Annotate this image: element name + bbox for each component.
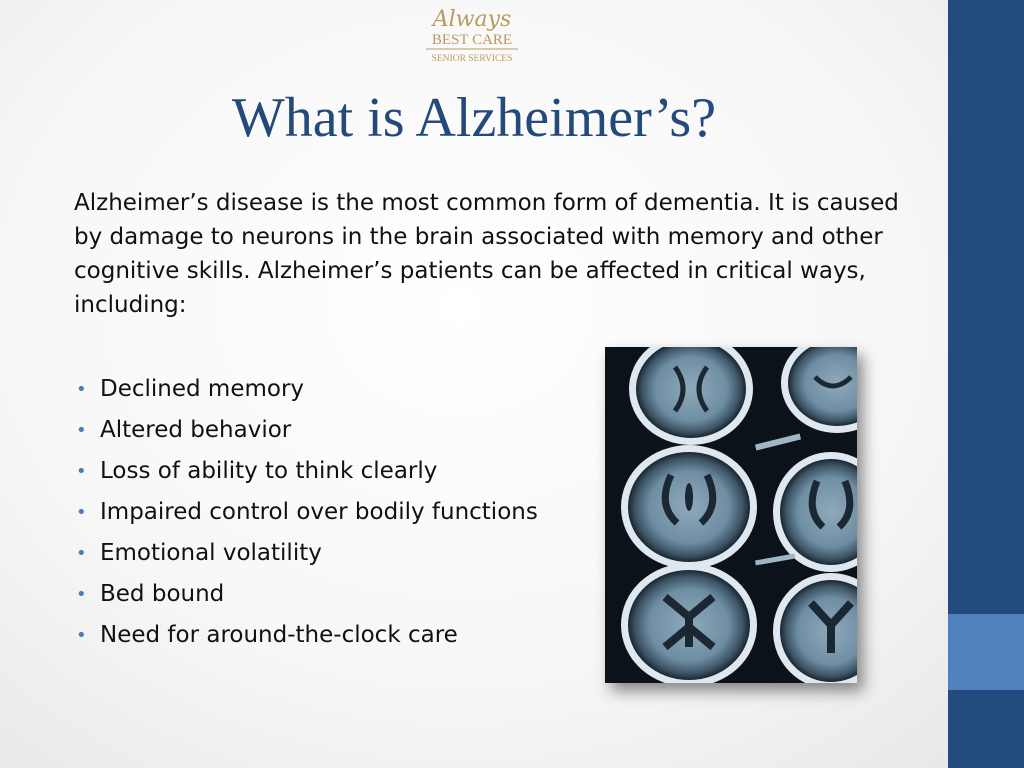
bullet-icon: • — [76, 625, 87, 646]
list-item-text: Bed bound — [100, 581, 225, 607]
list-item-text: Altered behavior — [100, 417, 292, 443]
bullet-icon: • — [76, 543, 87, 564]
list-item — [74, 410, 634, 451]
logo-script-text: Always — [432, 7, 512, 32]
list-item — [74, 533, 634, 574]
bullet-icon: • — [76, 584, 87, 605]
list-item — [74, 615, 634, 656]
list-item-text: Impaired control over bodily functions — [100, 499, 538, 525]
list-item-text: Need for around-the-clock care — [100, 622, 458, 648]
company-logo — [416, 4, 528, 68]
intro-paragraph: Alzheimer’s disease is the most common form of dementia. It is caused by damage to neurons in the brain associated with memory and other cognitive skills. Alzheimer’s patients can be affected in critical ways, including: — [74, 190, 899, 318]
bullet-icon: • — [76, 420, 87, 441]
bullet-icon: • — [76, 461, 87, 482]
list-item-text: Declined memory — [100, 376, 305, 402]
list-item-text: Emotional volatility — [100, 540, 322, 566]
list-item — [74, 369, 634, 410]
brain-scan-image — [605, 347, 857, 683]
brain-scan-graphic — [605, 347, 857, 683]
list-item — [74, 574, 634, 615]
logo-graphic — [416, 4, 528, 68]
list-item — [74, 451, 634, 492]
sidebar-accent-block — [948, 614, 1024, 690]
bullet-icon: • — [76, 379, 87, 400]
list-item — [74, 492, 634, 533]
logo-line-1: BEST CARE — [431, 32, 513, 48]
slide-title: What is Alzheimer’s? — [231, 87, 717, 149]
bullet-icon: • — [76, 502, 87, 523]
logo-line-2: SENIOR SERVICES — [431, 54, 513, 64]
symptom-list — [74, 369, 634, 656]
list-item-text: Loss of ability to think clearly — [100, 458, 438, 484]
